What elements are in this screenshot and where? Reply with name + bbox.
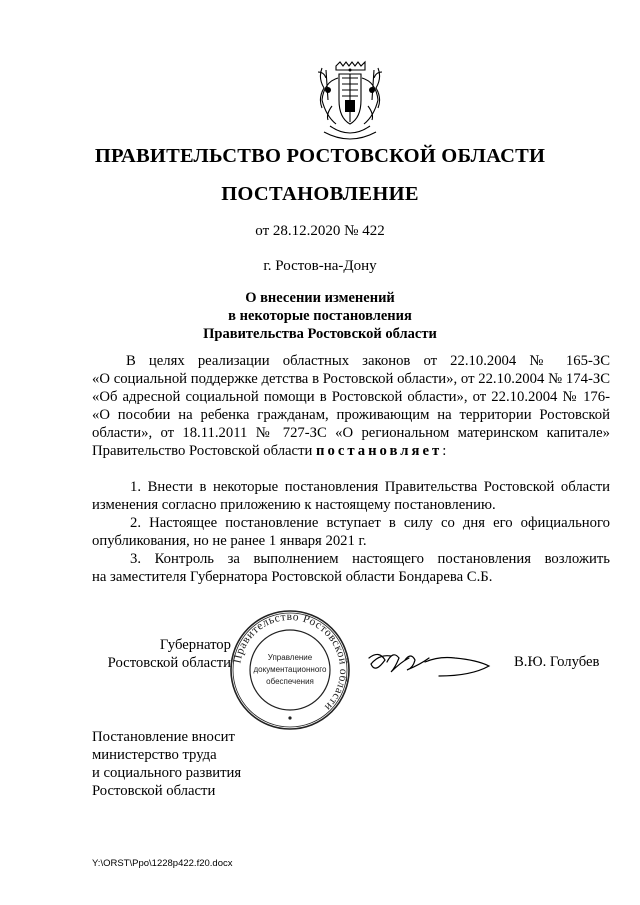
government-title: ПРАВИТЕЛЬСТВО РОСТОВСКОЙ ОБЛАСТИ	[94, 145, 546, 167]
items-list	[92, 478, 610, 586]
preamble-line: «Об адресной социальной помощи в Ростовской области», от 22.10.2004 № 176-	[92, 389, 610, 405]
stamp-inner-line: Управление	[267, 653, 313, 662]
preamble-line: области», от 18.11.2011 № 727-ЗС «О региональном материнском капитале»	[92, 425, 610, 441]
signatory-title-line: Ростовской области	[107, 655, 231, 671]
item-1-line: изменения согласно приложению к настоящему постановлению.	[92, 497, 496, 513]
preamble-text: Правительство Ростовской области	[92, 443, 317, 459]
signatory-title-line: Губернатор	[159, 637, 231, 653]
subject-line: в некоторые постановления	[228, 308, 412, 324]
file-path-footer: Y:\ORST\Ppo\1228p422.f20.docx	[92, 858, 233, 869]
preamble-line: «О пособии на ребенка гражданам, проживающим на территории Ростовской	[92, 407, 610, 423]
stamp-inner-line: документационного	[253, 665, 327, 674]
stamp-ring-text: Правительство Ростовской области	[231, 610, 350, 714]
signatory-name: В.Ю. Голубев	[514, 654, 600, 670]
preamble-line	[92, 442, 610, 460]
submitted-by-line: и социального развития	[92, 765, 242, 781]
item-2-line: опубликования, но не ранее 1 января 2021 г.	[92, 533, 367, 549]
resolution-verb: постановляет	[316, 443, 443, 459]
preamble-colon: :	[442, 443, 447, 459]
preamble-paragraph	[92, 352, 610, 460]
submitted-by-line: Постановление вносит	[92, 729, 235, 745]
preamble-line: В целях реализации областных законов от 22.10.2004 № 165-ЗС	[126, 353, 610, 369]
subject-line: Правительства Ростовской области	[203, 326, 437, 342]
preamble-line: «О социальной поддержке детства в Ростовской области», от 22.10.2004 № 174-ЗС	[92, 371, 610, 387]
item-1-line: 1. Внести в некоторые постановления Правительства Ростовской области	[130, 479, 610, 495]
date-number: от 28.12.2020 № 422	[255, 223, 385, 239]
city: г. Ростов-на-Дону	[263, 258, 377, 274]
coat-of-arms-icon	[312, 60, 388, 144]
submitted-by	[92, 728, 241, 800]
submitted-by-line: Ростовской области	[92, 783, 216, 799]
handwritten-signature	[365, 644, 495, 684]
document-type: ПОСТАНОВЛЕНИЕ	[221, 183, 419, 205]
subject-heading	[0, 289, 640, 343]
signatory-title	[91, 636, 231, 672]
submitted-by-line: министерство труда	[92, 747, 217, 763]
subject-line: О внесении изменений	[245, 290, 395, 306]
item-3-line: на заместителя Губернатора Ростовской области Бондарева С.Б.	[92, 569, 493, 585]
official-stamp	[228, 608, 352, 732]
item-2-line: 2. Настоящее постановление вступает в силу со дня его официального	[130, 515, 610, 531]
svg-text:Правительство Ростовской облас	[231, 611, 349, 713]
stamp-inner-line: обеспечения	[266, 677, 314, 686]
item-3-line: 3. Контроль за выполнением настоящего постановления возложить	[130, 551, 610, 567]
